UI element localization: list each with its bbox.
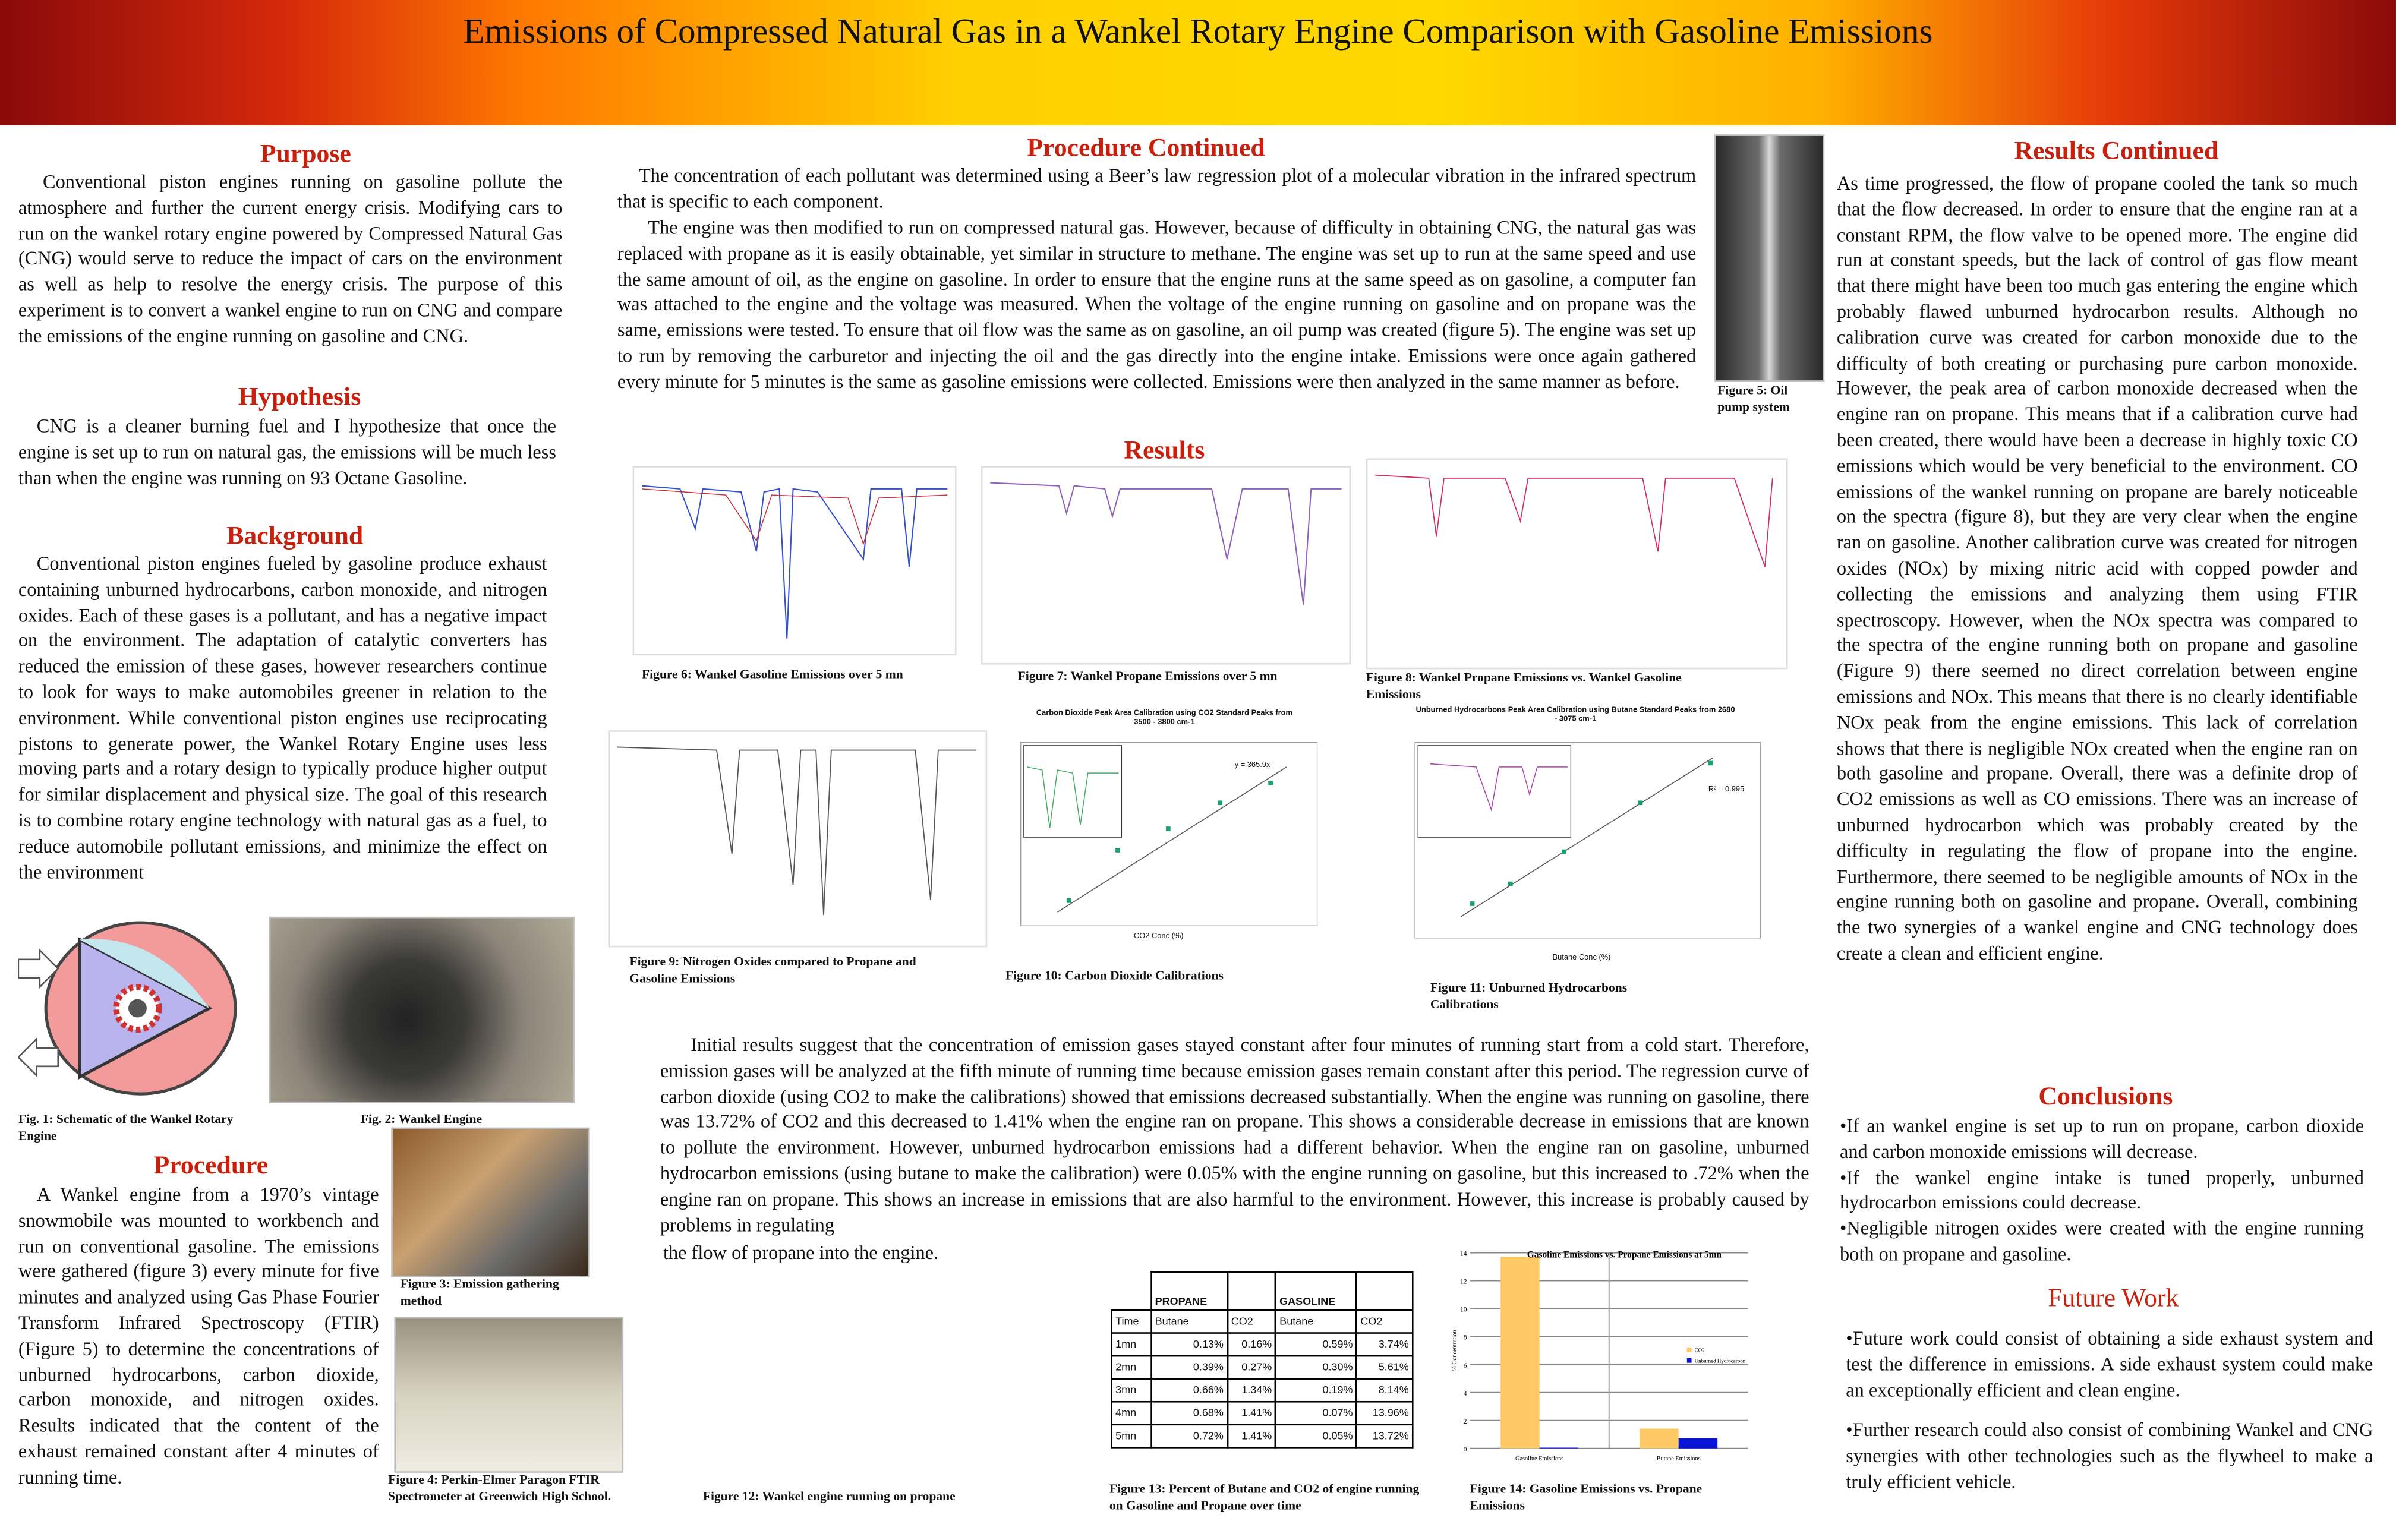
- bar-co2: [1500, 1257, 1540, 1449]
- future-work-list: [1846, 1326, 2373, 1495]
- fig1-caption: Fig. 1: Schematic of the Wankel Rotary Engine: [18, 1112, 234, 1143]
- fig2-caption: Fig. 2: Wankel Engine: [360, 1112, 483, 1126]
- table-cell: 1.41%: [1227, 1425, 1275, 1448]
- fig10-caption: Figure 10: Carbon Dioxide Calibrations: [1005, 968, 1224, 983]
- table-cell: 0.07%: [1276, 1402, 1357, 1425]
- fig4-caption: Figure 4: Perkin-Elmer Paragon FTIR Spectrometer at Greenwich High School.: [388, 1472, 611, 1503]
- y-tick-label: 6: [1463, 1361, 1467, 1369]
- legend-swatch: [1687, 1348, 1692, 1352]
- conclusions-heading: Conclusions: [2038, 1081, 2173, 1111]
- propane-vs-gasoline-spectrum-figure: [1366, 458, 1788, 669]
- y-tick-label: 8: [1463, 1333, 1467, 1342]
- table-cell: 0.59%: [1276, 1333, 1357, 1356]
- ftir-spectrometer-photo: [394, 1317, 623, 1473]
- table-cell: 3.74%: [1357, 1333, 1413, 1356]
- results-continued-text: As time progressed, the flow of propane cooled the tank so much that the flow decreased. In order to ensure that the engine ran at a constant RPM, the flow valve to be opened more. The engine did run at constant speeds, but the lack of control of gas flow meant that there might have been too much gas entering the engine which probably flawed unburned hydrocarbon results. Although no calibration curve was created for carbon monoxide due to the difficulty of both creating or purchasing pure carbon monoxide. However, the peak area of carbon monoxide decreased when the engine ran on propane. This means that if a calibration curve had been created, there would have been a decrease in highly toxic CO emissions which would be very beneficial to the environment. CO emissions of the wankel running on propane are barely noticeable on the spectra (figure 8), but they are very clear when the engine ran on gasoline. Another calibration curve was created for nitrogen oxides (NOx) by mixing nitric acid with copped powder and collecting the emissions and analyzing them using FTIR spectroscopy. However, when the NOx spectra was compared to the spectra of the engine running both on propane and gasoline (Figure 9) there seemed no direct correlation between engine emissions and NOx. This means that there is no clearly identifiable NOx peak from the engine emissions. This lack of correlation shows that there is negligible NOx created when the engine ran on both gasoline and propane. Overall, there was a definite drop of CO2 emissions as well as CO emissions. There was an increase of unburned hydrocarbon which was probably created by the difficulty in regulating the flow of propane into the engine. Furthermore, there seemed to be negligible amounts of NOx in the engine running both on gasoline and propane. Overall, combining the two synergies of a wankel engine and CNG technology does create a clean and efficient engine.: [1836, 172, 2358, 964]
- propane-spectrum-figure: [981, 466, 1351, 664]
- table-cell: 4mn: [1112, 1402, 1151, 1425]
- table-row: [1112, 1425, 1413, 1448]
- wankel-engine-photo: [269, 917, 575, 1103]
- co2-regression-equation: y = 365.9x: [1234, 760, 1270, 770]
- y-axis-label: % Concentration: [1451, 1330, 1458, 1371]
- table-cell: 0.16%: [1227, 1333, 1275, 1356]
- future-work-item: •Further research could also consist of combining Wankel and CNG synergies with other technologies such as the flywheel to make a truly efficient vehicle.: [1846, 1419, 2373, 1493]
- legend-swatch: [1687, 1358, 1692, 1363]
- table-header: Time: [1112, 1310, 1151, 1333]
- table-cell: 1.34%: [1227, 1379, 1275, 1402]
- y-tick-label: 14: [1459, 1249, 1467, 1258]
- fig5-caption: Figure 5: Oil pump system: [1717, 383, 1790, 414]
- procedure-continued-p2: The engine was then modified to run on compressed natural gas. However, because of difficulty in obtaining CNG, the natural gas was replaced with propane as it is easily obtainable, yet similar in structure to methane. The engine was set up to run at the same speed and use the same amount of oil, as the engine on gasoline. In order to ensure that the engine runs at the same speed as on gasoline, a computer fan was attached to the engine and the voltage was measured. When the voltage of the engine running on gasoline and on propane was the same, emissions were tested. To ensure that oil flow was the same as on gasoline, an oil pump was created (figure 5). The engine was set up to run by removing the carburetor and injecting the oil and the gas directly into the engine intake. Emissions were once again gathered every minute for 5 minutes is the same as gasoline emissions were collected. Emissions were then analyzed in the same manner as before.: [617, 217, 1697, 393]
- table-cell: 0.68%: [1151, 1402, 1227, 1425]
- y-tick-label: 0: [1463, 1445, 1467, 1453]
- emissions-bar-chart: [1449, 1244, 1748, 1476]
- y-tick-label: 12: [1459, 1277, 1467, 1286]
- procedure-heading: Procedure: [153, 1150, 269, 1180]
- table-row: [1112, 1402, 1413, 1425]
- x-tick-label: Butane Emissions: [1656, 1456, 1701, 1463]
- background-heading: Background: [226, 520, 364, 550]
- fig9-caption: Figure 9: Nitrogen Oxides compared to Propane and Gasoline Emissions: [629, 955, 916, 985]
- legend-label: CO2: [1694, 1347, 1705, 1353]
- fig13-caption: Figure 13: Percent of Butane and CO2 of engine running on Gasoline and Propane over time: [1109, 1482, 1420, 1512]
- table-group-gasoline: GASOLINE: [1276, 1272, 1357, 1310]
- fig3-caption: Figure 3: Emission gathering method: [400, 1277, 559, 1307]
- y-tick-label: 10: [1459, 1305, 1467, 1314]
- results-text-end: the flow of propane into the engine.: [663, 1242, 939, 1264]
- fig14-caption: Figure 14: Gasoline Emissions vs. Propane Emissions: [1470, 1482, 1703, 1512]
- poster-title: Emissions of Compressed Natural Gas in a Wankel Rotary Engine Comparison with Gasoline Emissions: [463, 12, 1933, 51]
- hydrocarbon-calibration-title: Unburned Hydrocarbons Peak Area Calibration using Butane Standard Peaks from 2680 - 3075 cm-1: [1415, 705, 1735, 724]
- table-cell: 13.72%: [1357, 1425, 1413, 1448]
- nox-spectrum-figure: [608, 730, 987, 947]
- table-cell: 0.72%: [1151, 1425, 1227, 1448]
- table-cell: 1mn: [1112, 1333, 1151, 1356]
- table-header: Butane: [1151, 1310, 1227, 1333]
- table-header: CO2: [1357, 1310, 1413, 1333]
- table-header: CO2: [1227, 1310, 1275, 1333]
- background-text: Conventional piston engines fueled by gasoline produce exhaust containing unburned hydrocarbons, carbon monoxide, and nitrogen oxides. Each of these gases is a pollutant, and has a negative impact on the environment. The adaptation of catalytic converters has reduced the emission of these gases, however researchers continue to look for ways to make automobiles greener in relation to the environment. While conventional piston engines use reciprocating pistons to generate power, the Wankel Rotary Engine uses less moving parts and a rotary design to typically produce higher output for similar displacement and physical size. The goal of this research is to combine rotary engine technology with natural gas as a fuel, to reduce automobile pollutant emissions, and minimize the effect on the environment: [18, 553, 547, 883]
- fig6-caption: Figure 6: Wankel Gasoline Emissions over 5 mn: [641, 667, 903, 681]
- results-text: Initial results suggest that the concentration of emission gases stayed constant after four minutes of running start from a cold start. Therefore, emission gases will be analyzed at the fifth minute of running time because emission gases remain constant after this period. The regression curve of carbon dioxide (using CO2 to make the calibrations) showed that emissions decreased substantially. When the engine was running on gasoline, there was 13.72% of CO2 and this decreased to 1.41% when the engine ran on propane. This shows a considerable decrease in emissions that are known to pollute the environment. However, unburned hydrocarbon emissions had a different behavior. When the engine ran on gasoline, unburned hydrocarbon emissions (using butane to make the calibration) were 0.05% with the engine running on gasoline, but this increased to .72% when the engine ran on propane. This shows an increase in emissions that are also harmful to the environment. However, this increase is probably caused by problems in regulating: [660, 1034, 1809, 1236]
- table-row: [1112, 1356, 1413, 1379]
- table-header: Butane: [1276, 1310, 1357, 1333]
- table-cell: 0.19%: [1276, 1379, 1357, 1402]
- future-work-heading: Future Work: [2048, 1283, 2179, 1312]
- table-cell: 0.13%: [1151, 1333, 1227, 1356]
- procedure-continued-p1: The concentration of each pollutant was determined using a Beer’s law regression plot of a molecular vibration in the infrared spectrum that is specific to each component.: [617, 165, 1697, 212]
- hypothesis-text: CNG is a cleaner burning fuel and I hypothesize that once the engine is set up to run on natural gas, the emissions will be much less than when the engine was running on 93 Octane Gasoline.: [18, 415, 556, 488]
- table-cell: 8.14%: [1357, 1379, 1413, 1402]
- bar-unburned-hydrocarbon: [1679, 1438, 1718, 1449]
- legend-label: Unburned Hydrocarbon: [1694, 1358, 1746, 1364]
- header-banner: [0, 0, 2396, 125]
- purpose-text: Conventional piston engines running on gasoline pollute the atmosphere and further the current energy crisis. Modifying cars to run on the wankel rotary engine powered by Compressed Natural Gas (CNG) would serve to reduce the impact of cars on the environment as well as help to resolve the energy crisis. The purpose of this experiment is to convert a wankel engine to run on CNG and compare the emissions of the engine running on gasoline and CNG.: [18, 171, 563, 347]
- emissions-table: [1111, 1271, 1413, 1448]
- procedure-continued-heading: Procedure Continued: [1027, 132, 1265, 162]
- hydrocarbon-regression-r2: R² = 0.995: [1708, 785, 1745, 795]
- purpose-heading: Purpose: [260, 138, 351, 168]
- hydrocarbon-x-label: Butane Conc (%): [1552, 953, 1611, 962]
- hypothesis-heading: Hypothesis: [238, 381, 361, 411]
- table-cell: 0.39%: [1151, 1356, 1227, 1379]
- fig11-caption: Figure 11: Unburned Hydrocarbons Calibrations: [1430, 980, 1628, 1011]
- table-cell: 3mn: [1112, 1379, 1151, 1402]
- table-cell: 5mn: [1112, 1425, 1151, 1448]
- table-cell: 5.61%: [1357, 1356, 1413, 1379]
- y-tick-label: 2: [1463, 1417, 1467, 1425]
- co2-calibration-figure: [997, 706, 1323, 950]
- bar-co2: [1640, 1429, 1679, 1449]
- table-cell: 2mn: [1112, 1356, 1151, 1379]
- conclusion-item: •Negligible nitrogen oxides were created with the engine running both on propane and gasoline.: [1839, 1217, 2364, 1266]
- table-cell: 1.41%: [1227, 1402, 1275, 1425]
- co2-calibration-title: Carbon Dioxide Peak Area Calibration using CO2 Standard Peaks from 3500 - 3800 cm-1: [1036, 709, 1292, 727]
- emission-gathering-photo: [391, 1128, 589, 1277]
- table-cell: 0.27%: [1227, 1356, 1275, 1379]
- wankel-schematic-figure: [18, 917, 248, 1100]
- y-tick-label: 4: [1463, 1389, 1467, 1397]
- fig12-caption: Figure 12: Wankel engine running on propane: [702, 1489, 956, 1504]
- chart-title: Gasoline Emissions vs. Propane Emissions at 5mn: [1527, 1249, 1722, 1260]
- conclusion-item: •If an wankel engine is set up to run on propane, carbon dioxide and carbon monoxide emissions will decrease.: [1839, 1115, 2364, 1163]
- gasoline-spectrum-figure: [633, 466, 957, 655]
- fig7-caption: Figure 7: Wankel Propane Emissions over 5 mn: [1017, 669, 1278, 683]
- table-cell: 0.05%: [1276, 1425, 1357, 1448]
- co2-x-label: CO2 Conc (%): [1133, 932, 1184, 941]
- table-cell: 0.30%: [1276, 1356, 1357, 1379]
- table-header-row: [1112, 1310, 1413, 1333]
- results-heading: Results: [1124, 435, 1205, 465]
- table-row: [1112, 1333, 1413, 1356]
- bar-unburned-hydrocarbon: [1540, 1448, 1579, 1449]
- procedure-text: A Wankel engine from a 1970’s vintage snowmobile was mounted to workbench and run on conventional gasoline. The emissions were gathered (figure 3) every minute for five minutes and analyzed using Gas Phase Fourier Transform Infrared Spectroscopy (FTIR) (Figure 5) to determine the concentrations of unburned hydrocarbons, carbon dioxide, carbon monoxide, and nitrogen oxides. Results indicated that the content of the exhaust remained constant after 4 minutes of running time.: [18, 1184, 379, 1488]
- hydrocarbon-calibration-figure: [1385, 703, 1767, 965]
- conclusions-list: [1840, 1114, 2364, 1268]
- future-work-item: •Future work could consist of obtaining a side exhaust system and test the difference in emissions. A side exhaust system could make an exceptionally efficient and clean engine.: [1846, 1327, 2373, 1400]
- table-cell: 13.96%: [1357, 1402, 1413, 1425]
- table-group-propane: PROPANE: [1151, 1272, 1227, 1310]
- table-row: [1112, 1379, 1413, 1402]
- x-tick-label: Gasoline Emissions: [1515, 1456, 1564, 1463]
- table-cell: 0.66%: [1151, 1379, 1227, 1402]
- results-continued-heading: Results Continued: [2014, 135, 2219, 165]
- conclusion-item: •If the wankel engine intake is tuned properly, unburned hydrocarbon emissions could decrease.: [1839, 1166, 2364, 1214]
- oil-pump-photo: [1714, 134, 1824, 382]
- fig8-caption: Figure 8: Wankel Propane Emissions vs. Wankel Gasoline Emissions: [1366, 670, 1682, 700]
